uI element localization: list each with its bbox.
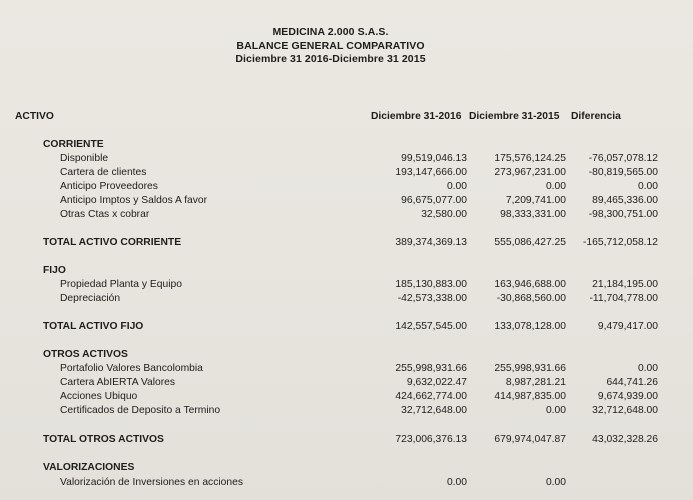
total-value-2016: 142,557,545.00 [395,321,467,332]
row-label: Disponible [60,153,109,164]
row-value-diferencia: 9,674,939.00 [597,391,658,402]
row-value-diferencia: 0.00 [637,363,658,374]
row-value-diferencia: 21,184,195.00 [592,279,658,290]
column-header-2016: Diciembre 31-2016 [371,111,462,122]
row-value-2016: -42,573,338.00 [397,293,467,304]
report-period: Diciembre 31 2016-Diciembre 31 2015 [235,53,426,65]
row-value-2016: 32,580.00 [421,209,467,220]
row-value-2015: 163,946,688.00 [494,279,566,290]
total-value-2015: 133,078,128.00 [494,321,566,332]
total-label-fijo: TOTAL ACTIVO FIJO [43,321,144,332]
row-value-diferencia: 0.00 [637,181,658,192]
row-value-2016: 0.00 [446,477,467,488]
row-value-2015: 414,987,835.00 [494,391,566,402]
row-value-diferencia: 644,741.26 [606,377,658,388]
row-label: Otras Ctas x cobrar [60,209,150,220]
row-value-2016: 193,147,666.00 [395,167,467,178]
row-value-2016: 424,662,774.00 [395,391,467,402]
group-title-fijo: FIJO [43,265,66,276]
row-value-2016: 255,998,931.66 [395,363,467,374]
total-value-2016: 723,006,376.13 [395,434,467,445]
row-value-2015: 98,333,331.00 [500,209,566,220]
row-value-diferencia: 89,465,336.00 [592,195,658,206]
row-label: Valorización de Inversiones en acciones [60,477,243,488]
total-label-corriente: TOTAL ACTIVO CORRIENTE [43,237,182,248]
row-value-diferencia: -76,057,078.12 [588,153,658,164]
row-value-2015: 175,576,124.25 [494,153,566,164]
column-header-diferencia: Diferencia [571,111,621,122]
group-title-valorizaciones: VALORIZACIONES [43,462,135,473]
row-value-2016: 0.00 [446,181,467,192]
section-activo: ACTIVO [15,111,54,122]
row-label: Portafolio Valores Bancolombia [60,363,203,374]
row-label: Acciones Ubiquo [60,391,138,402]
row-label: Cartera de clientes [60,167,147,178]
group-title-corriente: CORRIENTE [43,139,104,150]
row-value-2016: 185,130,883.00 [395,279,467,290]
row-value-2016: 9,632,022.47 [406,377,467,388]
row-label: Anticipo Proveedores [60,181,158,192]
column-header-2015: Diciembre 31-2015 [469,111,560,122]
row-value-2015: 255,998,931.66 [494,363,566,374]
row-label: Certificados de Deposito a Termino [60,405,221,416]
row-value-2016: 99,519,046.13 [401,153,467,164]
row-label: Anticipo Imptos y Saldos A favor [60,195,208,206]
row-value-2015: -30,868,560.00 [496,293,566,304]
row-value-2015: 273,967,231.00 [494,167,566,178]
row-value-2015: 8,987,281.21 [505,377,566,388]
total-value-diferencia: -165,712,058.12 [582,237,658,248]
row-value-2016: 96,675,077.00 [401,195,467,206]
row-value-2015: 7,209,741.00 [505,195,566,206]
row-value-2015: 0.00 [545,181,566,192]
group-title-otros-activos: OTROS ACTIVOS [43,349,128,360]
report-title: BALANCE GENERAL COMPARATIVO [236,40,425,52]
row-value-2015: 0.00 [545,405,566,416]
row-label: Propiedad Planta y Equipo [60,279,182,290]
row-value-diferencia: -80,819,565.00 [588,167,658,178]
row-label: Depreciación [60,293,121,304]
total-value-2015: 679,974,047.87 [494,434,566,445]
total-value-2015: 555,086,427.25 [494,237,566,248]
row-value-diferencia: 32,712,648.00 [592,405,658,416]
row-label: Cartera AbIERTA Valores [60,377,176,388]
row-value-diferencia: -11,704,778.00 [589,293,658,304]
total-value-diferencia: 43,032,328.26 [592,434,658,445]
total-value-diferencia: 9,479,417.00 [597,321,658,332]
row-value-2015: 0.00 [545,477,566,488]
company-name: MEDICINA 2.000 S.A.S. [272,26,389,38]
row-value-diferencia: -98,300,751.00 [588,209,658,220]
total-value-2016: 389,374,369.13 [395,237,467,248]
total-label-otros-activos: TOTAL OTROS ACTIVOS [43,434,164,445]
row-value-2016: 32,712,648.00 [401,405,467,416]
